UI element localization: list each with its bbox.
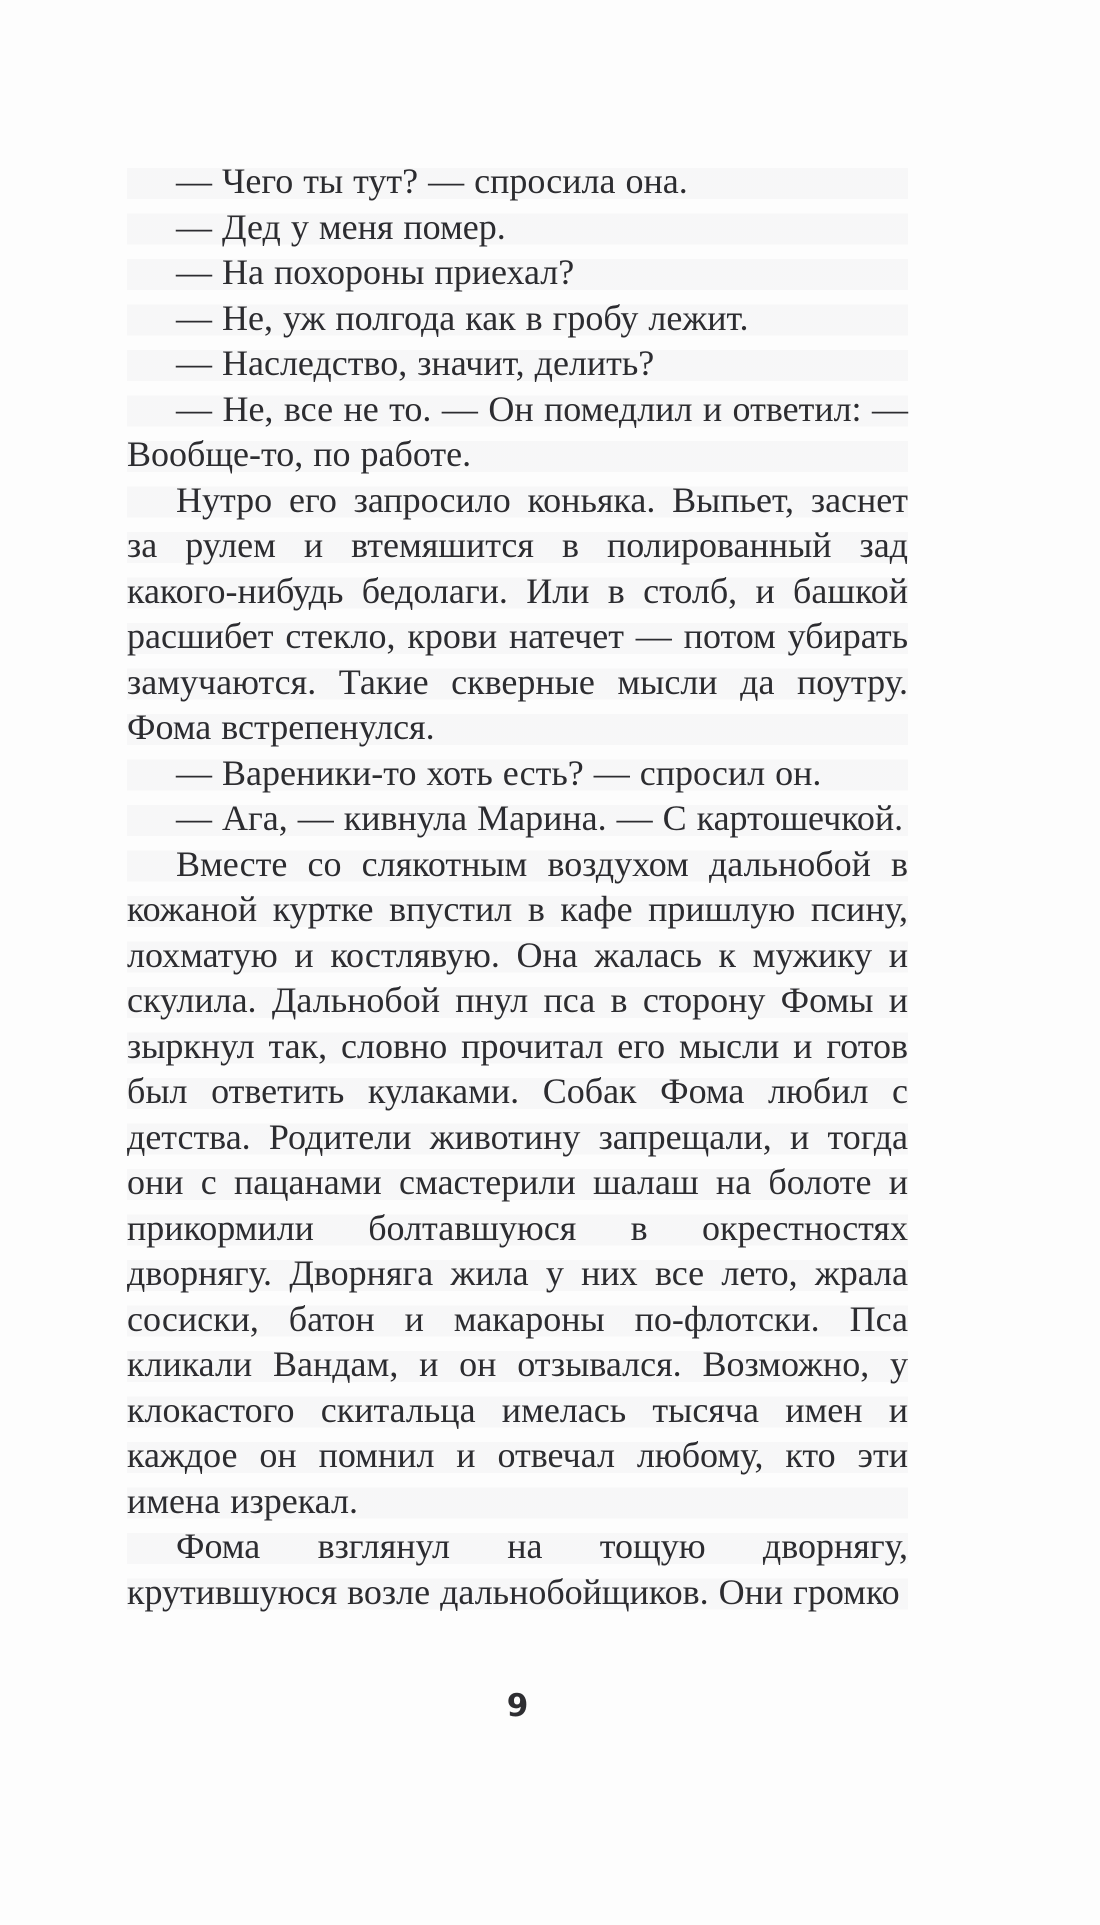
- paragraph: Вместе со слякотным воздухом дальнобой в кожаной куртке впустил в кафе пришлую псину, лохматую и костлявую. Она жалась к мужику и скулила. Дальнобой пнул пса в сторону Фомы и зыркнул так, словно прочитал его мысли и готов был ответить кулаками. Собак Фома любил с детства. Родители животину запрещали, и тогда они с пацанами смастерили шалаш на болоте и прикормили болтавшуюся в окрестностях дворнягу. Дворняга жила у них все лето, жрала сосиски, батон и макароны по-флотски. Пса кликали Вандам, и он отзывался. Возможно, у клокастого скитальца имелась тысяча имен и каждое он помнил и отвечал любому, кто эти имена изрекал.: [127, 843, 908, 1521]
- page-number: 9: [506, 1688, 529, 1724]
- paragraph: — Наследство, значит, делить?: [176, 343, 655, 383]
- paragraph: Фома взглянул на тощую дворнягу, крутившуюся возле дальнобойщиков. Они громко: [127, 1526, 908, 1612]
- page-text: [127, 159, 908, 1615]
- paragraph: — Дед у меня помер.: [176, 206, 506, 247]
- paragraph: Нутро его запросило коньяка. Выпьет, заснет за рулем и втемяшится в полированный зад какого-нибудь бедолаги. Или в столб, и башкой расшибет стекло, крови натечет — потом убирать замучаются. Такие скверные мысли да поутру. Фома встрепенулся.: [127, 479, 908, 747]
- paragraph: — Вареники-то хоть есть? — спросил он.: [176, 752, 822, 793]
- paragraph: — Чего ты тут? — спросила она.: [176, 161, 688, 201]
- paragraph: — Не, все не то. — Он помедлил и ответил: — Вообще-то, по работе.: [127, 388, 908, 474]
- paragraph: — Ага, — кивнула Марина. — С картошечкой.: [176, 798, 904, 838]
- paragraph: — На похороны приехал?: [176, 252, 575, 292]
- paragraph: — Не, уж полгода как в гробу лежит.: [176, 297, 749, 338]
